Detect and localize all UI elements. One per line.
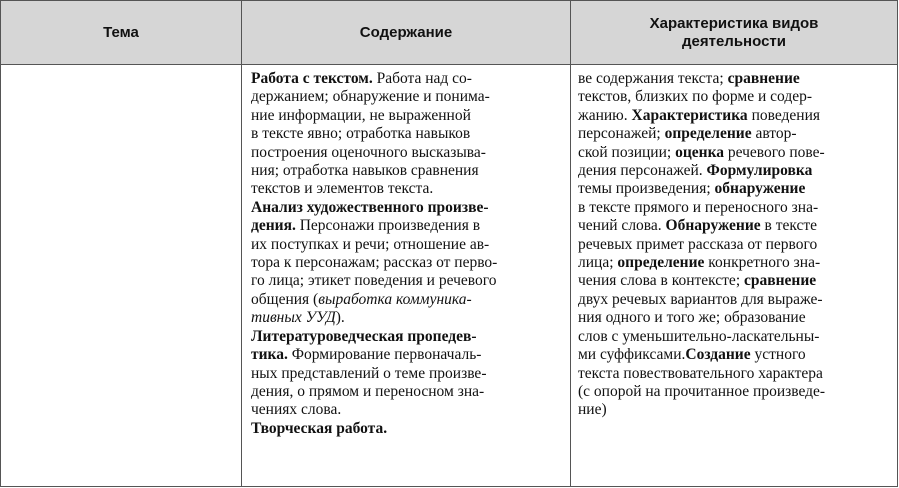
content-line xyxy=(251,144,567,162)
characteristics-text: ми суффиксами. xyxy=(578,346,686,364)
content-text: построения оценочного высказыва- xyxy=(251,143,486,161)
characteristics-text: жанию. xyxy=(578,106,632,124)
characteristics-text: (с опорой на прочитанное произведе- xyxy=(578,382,826,400)
characteristics-text: сравнение xyxy=(727,70,800,87)
topic-cell xyxy=(1,65,241,486)
characteristics-text: ве содержания текста; xyxy=(578,70,728,87)
characteristics-text: слов с уменьшительно-ласкательны- xyxy=(578,327,820,345)
content-line xyxy=(251,309,567,327)
characteristics-line xyxy=(578,162,894,180)
characteristics-text: дения персонажей. xyxy=(578,162,707,180)
header-topic xyxy=(1,1,241,64)
characteristics-line xyxy=(578,254,894,272)
characteristics-text: в тексте прямого и переносного зна- xyxy=(578,198,819,216)
content-text: текстов и элементов текста. xyxy=(251,180,434,198)
content-text: в тексте явно; отработка навыков xyxy=(251,125,471,143)
characteristics-line xyxy=(578,236,894,254)
content-text: Персонажи произведения в xyxy=(295,217,481,235)
characteristics-text: чений слова. xyxy=(578,217,666,235)
characteristics-text: ской позиции; xyxy=(578,143,676,161)
content-text: держанием; обнаружение и понима- xyxy=(251,88,490,106)
header-content xyxy=(242,1,570,64)
header-content-label: Содержание xyxy=(359,23,453,41)
characteristics-line xyxy=(578,70,894,88)
characteristics-text: Формулировка xyxy=(706,162,813,180)
content-line xyxy=(251,365,567,383)
content-line xyxy=(251,383,567,401)
header-characteristics-line1: Характеристика видов xyxy=(649,14,819,32)
content-text: го лица; этикет поведения и речевого xyxy=(251,272,497,290)
content-line xyxy=(251,272,567,290)
characteristics-line xyxy=(578,217,894,235)
characteristics-line xyxy=(578,107,894,125)
header-characteristics-line2: деятельности xyxy=(682,32,786,50)
content-text: Творческая работа. xyxy=(251,419,388,437)
content-line xyxy=(251,346,567,364)
characteristics-text: в тексте xyxy=(760,217,818,235)
content-line xyxy=(251,328,567,346)
content-text: тика. xyxy=(251,346,288,364)
content-text: Анализ художественного произве- xyxy=(251,198,489,216)
header-characteristics xyxy=(571,1,897,64)
content-text: их поступках и речи; отношение ав- xyxy=(251,235,490,253)
characteristics-text: ние) xyxy=(578,401,607,419)
characteristics-line xyxy=(578,272,894,290)
content-line xyxy=(251,420,567,438)
characteristics-line xyxy=(578,180,894,198)
content-line xyxy=(251,199,567,217)
characteristics-text: речевого пове- xyxy=(724,143,825,161)
content-text: общения ( xyxy=(251,290,319,308)
characteristics-line xyxy=(578,144,894,162)
characteristics-text: лица; xyxy=(578,254,618,272)
table-header xyxy=(1,1,897,65)
content-line xyxy=(251,236,567,254)
content-text: ных представлений о теме произве- xyxy=(251,364,487,382)
characteristics-text: текста повествовательного характера xyxy=(578,364,823,382)
characteristics-text: двух речевых вариантов для выраже- xyxy=(578,290,823,308)
content-line xyxy=(251,107,567,125)
characteristics-text: персонажей; xyxy=(578,125,665,143)
content-text: дения. xyxy=(251,217,296,235)
characteristics-cell xyxy=(578,65,894,486)
characteristics-text: определение xyxy=(617,254,705,272)
content-line xyxy=(251,162,567,180)
content-line xyxy=(251,291,567,309)
content-line xyxy=(251,125,567,143)
characteristics-text: определение xyxy=(664,125,752,143)
characteristics-text: сравнение xyxy=(744,272,817,290)
content-line xyxy=(251,88,567,106)
content-text: Формирование первоначаль- xyxy=(287,346,482,364)
characteristics-line xyxy=(578,291,894,309)
characteristics-text: текстов, близких по форме и содер- xyxy=(578,88,812,106)
content-text: ния; отработка навыков сравнения xyxy=(251,162,479,180)
content-text: Работа с текстом. xyxy=(251,70,373,87)
characteristics-line xyxy=(578,125,894,143)
content-text: тивных УУД xyxy=(251,309,336,327)
characteristics-text: Характеристика xyxy=(631,106,748,124)
characteristics-line xyxy=(578,383,894,401)
content-line xyxy=(251,70,567,88)
column-divider-1 xyxy=(241,1,242,486)
content-text: ). xyxy=(335,309,345,327)
content-line xyxy=(251,180,567,198)
content-text: чениях слова. xyxy=(251,401,342,419)
characteristics-line xyxy=(578,328,894,346)
characteristics-text: обнаружение xyxy=(714,180,806,198)
characteristics-text: устного xyxy=(750,346,806,364)
characteristics-line xyxy=(578,401,894,419)
characteristics-text: ния одного и того же; образование xyxy=(578,309,806,327)
characteristics-text: речевых примет рассказа от первого xyxy=(578,235,818,253)
characteristics-text: конкретного зна- xyxy=(704,254,821,272)
content-text: выработка коммуника- xyxy=(318,290,472,308)
content-text: ние информации, не выраженной xyxy=(251,106,471,124)
content-text: Работа над со- xyxy=(372,70,472,87)
content-line xyxy=(251,217,567,235)
content-cell xyxy=(251,65,567,486)
characteristics-line xyxy=(578,365,894,383)
content-text: Литературоведческая пропедев- xyxy=(251,327,477,345)
characteristics-text: автор- xyxy=(751,125,797,143)
characteristics-text: чения слова в контексте; xyxy=(578,272,744,290)
characteristics-text: Создание xyxy=(685,346,751,364)
header-topic-label: Тема xyxy=(103,23,139,41)
characteristics-text: Обнаружение xyxy=(665,217,761,235)
column-divider-2 xyxy=(570,1,571,486)
characteristics-line xyxy=(578,346,894,364)
characteristics-line xyxy=(578,199,894,217)
content-text: дения, о прямом и переносном зна- xyxy=(251,382,485,400)
characteristics-line xyxy=(578,309,894,327)
characteristics-line xyxy=(578,88,894,106)
characteristics-text: темы произведения; xyxy=(578,180,715,198)
content-text: тора к персонажам; рассказ от перво- xyxy=(251,254,498,272)
content-line xyxy=(251,254,567,272)
characteristics-text: оценка xyxy=(675,143,725,161)
content-line xyxy=(251,401,567,419)
characteristics-text: поведения xyxy=(747,106,820,124)
